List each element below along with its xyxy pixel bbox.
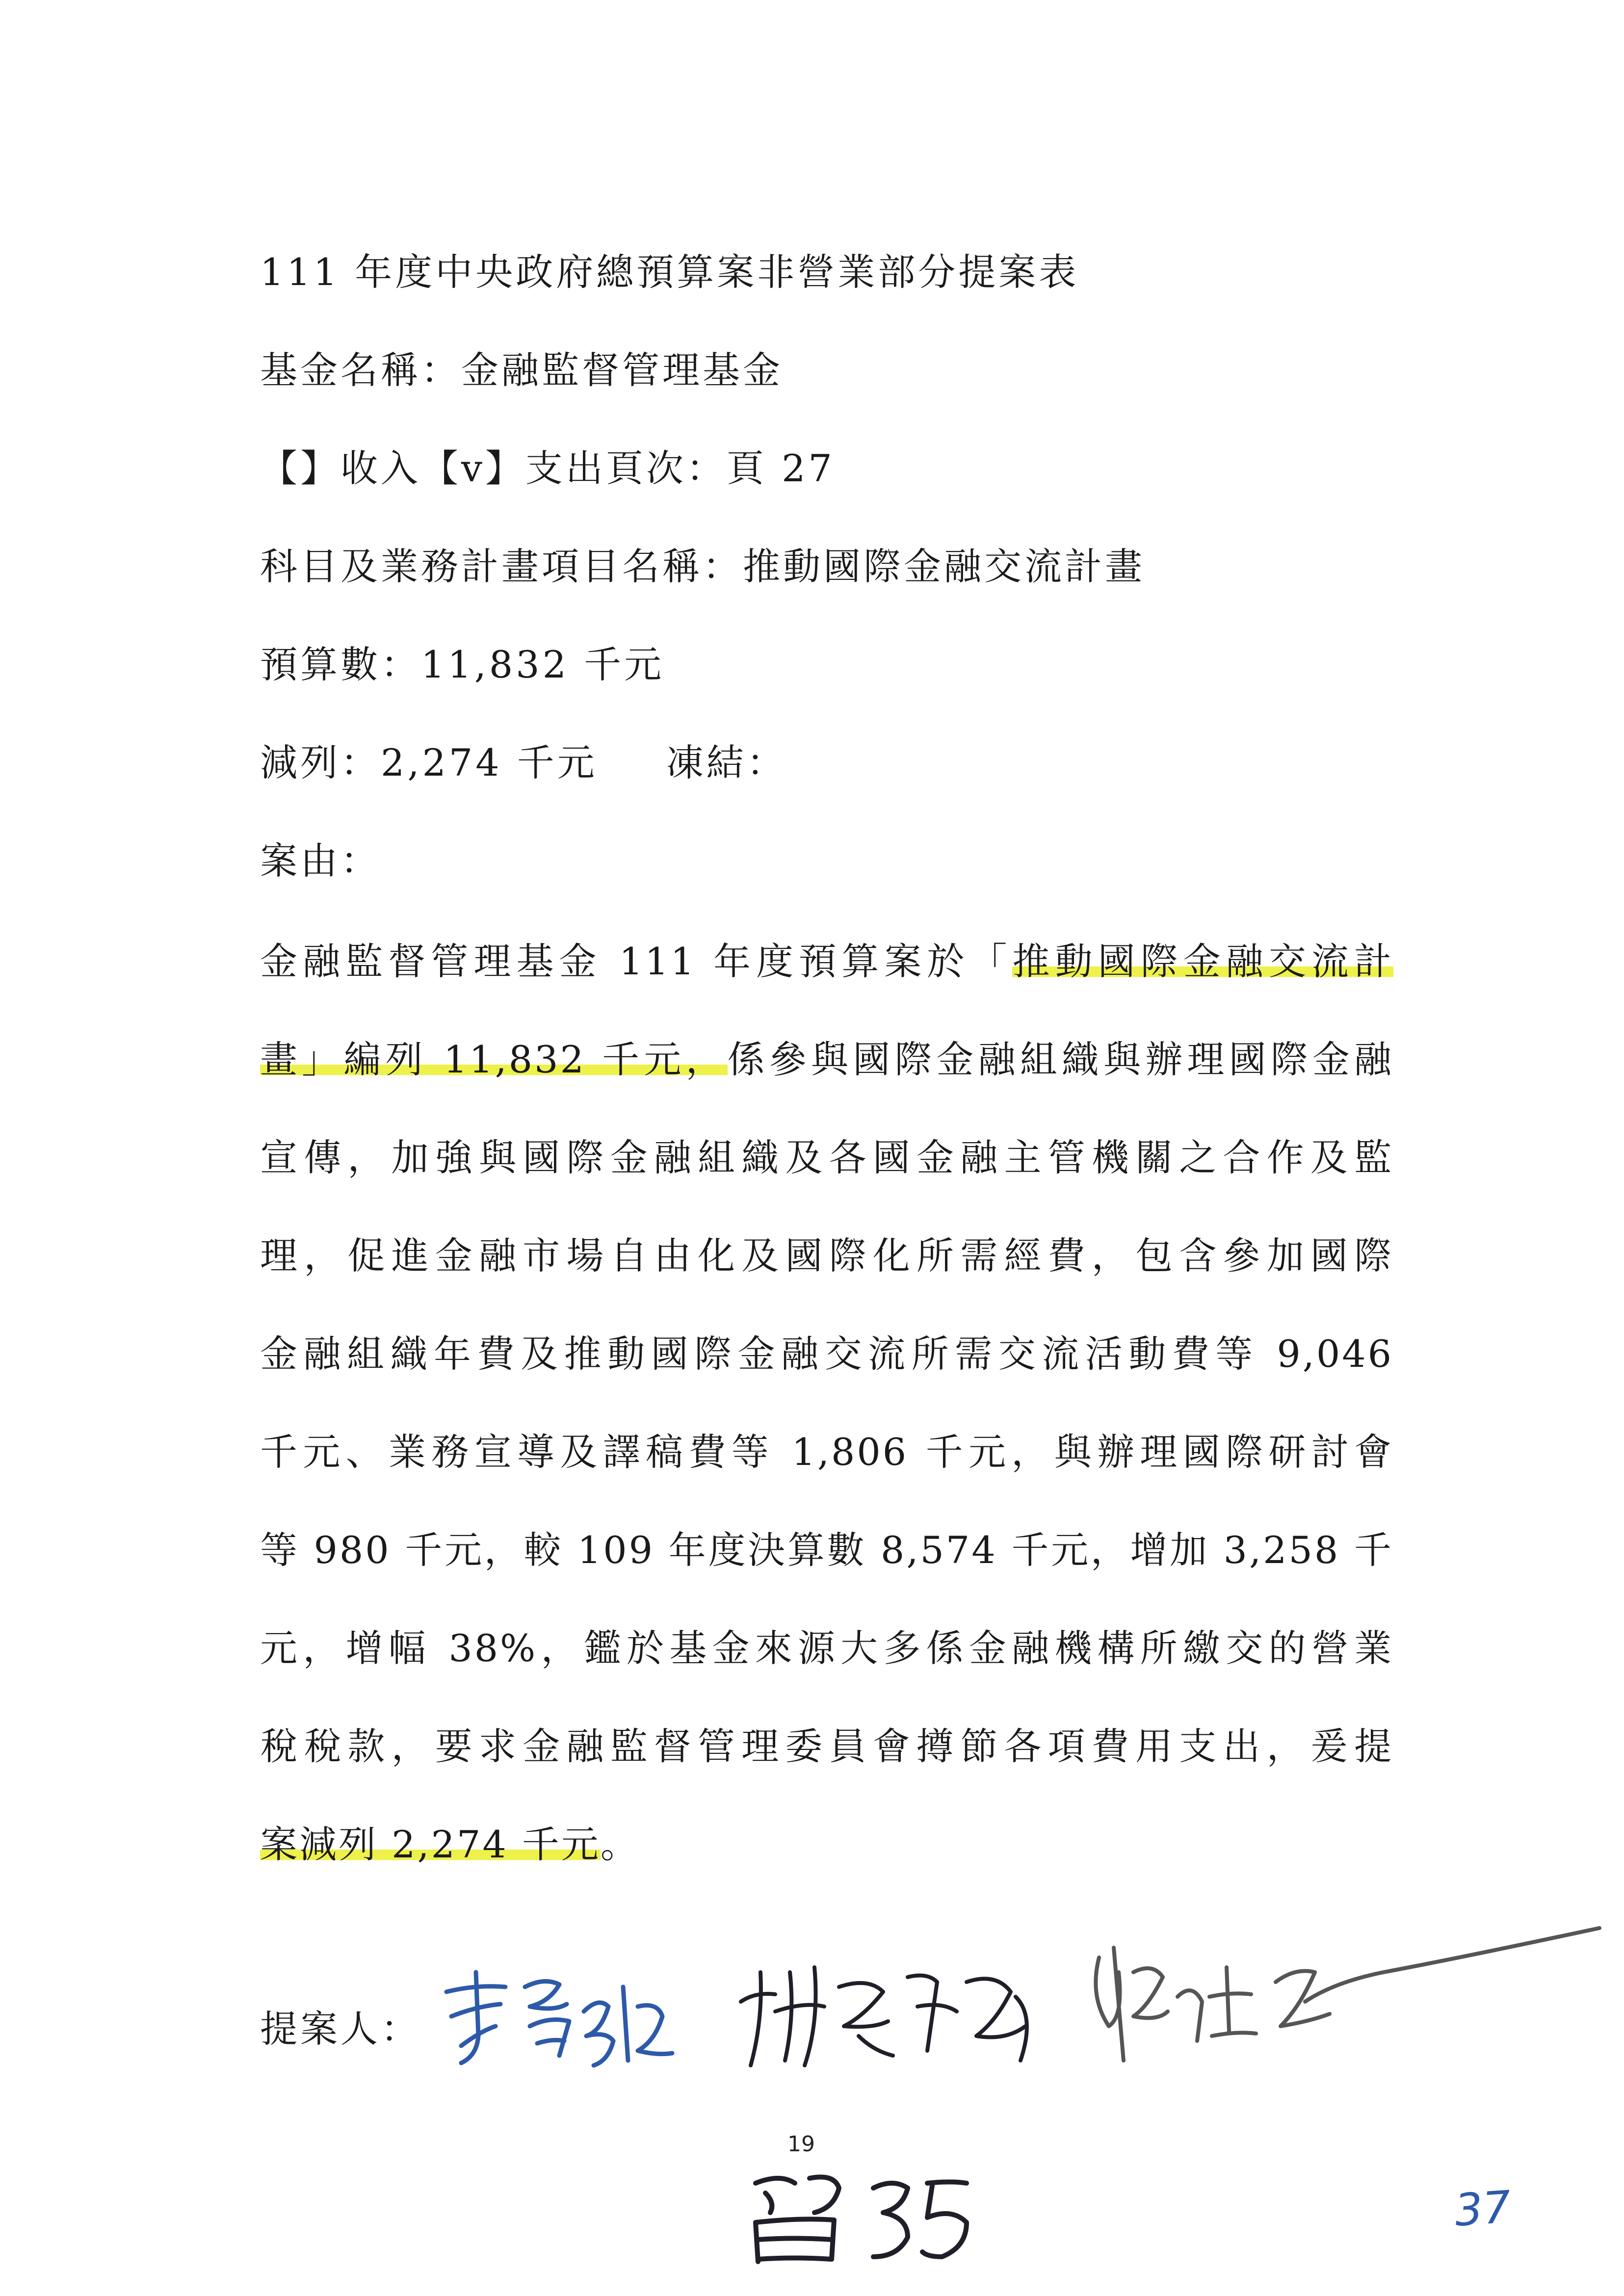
reason-line: 金融組織年費及推動國際金融交流所需交流活動費等 9,046 [260,1332,1393,1376]
document-title: 111 年度中央政府總預算案非營業部分提案表 [260,250,1079,294]
category-line: 【】收入【v】支出頁次：頁 27 [260,446,835,490]
reason-line: 稅稅款，要求金融監督管理委員會撙節各項費用支出，爰提 [260,1724,1393,1768]
budget-amount: 預算數：11,832 千元 [260,643,665,686]
reason-line: 元，增幅 38%，鑑於基金來源大多係金融機構所繳交的營業 [260,1626,1393,1670]
highlighted-text: 畫」編列 11,832 千元， [260,1038,728,1081]
corner-number: 37 [1453,2181,1513,2237]
highlighted-text: 推動國際金融交流計 [1012,939,1393,983]
reason-line: 千元、業務宣導及譯稿費等 1,806 千元，與辦理國際研討會 [260,1430,1393,1474]
reason-line: 宣傳，加強與國際金融組織及各國金融主管機關之合作及監 [260,1136,1393,1179]
reason-line: 案減列 2,274 千元。 [260,1823,640,1866]
fund-name: 基金名稱：金融監督管理基金 [260,348,783,392]
item-name: 科目及業務計畫項目名稱：推動國際金融交流計畫 [260,545,1145,588]
reason-line: 金融監督管理基金 111 年度預算案於「推動國際金融交流計 [260,939,1393,983]
signature-1 [432,1957,687,2095]
reason-line: 等 980 千元，較 109 年度決算數 8,574 千元，增加 3,258 千 [260,1528,1393,1572]
reduction-freeze-line [260,738,787,787]
signature-3 [1079,1899,1609,2105]
proposer-label: 提案人： [260,2007,421,2051]
signature-2 [721,1943,1074,2090]
highlighted-text: 案減列 2,274 千元 [260,1823,601,1866]
handwritten-stamp [736,2159,991,2271]
reduction-amount: 減列：2,274 千元 [260,741,598,784]
page-number: 19 [787,2132,815,2157]
reason-label: 案由： [260,839,381,883]
reason-line: 理，促進金融市場自由化及國際化所需經費，包含參加國際 [260,1234,1393,1278]
reason-line: 畫」編列 11,832 千元，係參與國際金融組織與辦理國際金融 [260,1038,1393,1081]
freeze-label: 凍結： [666,741,787,784]
